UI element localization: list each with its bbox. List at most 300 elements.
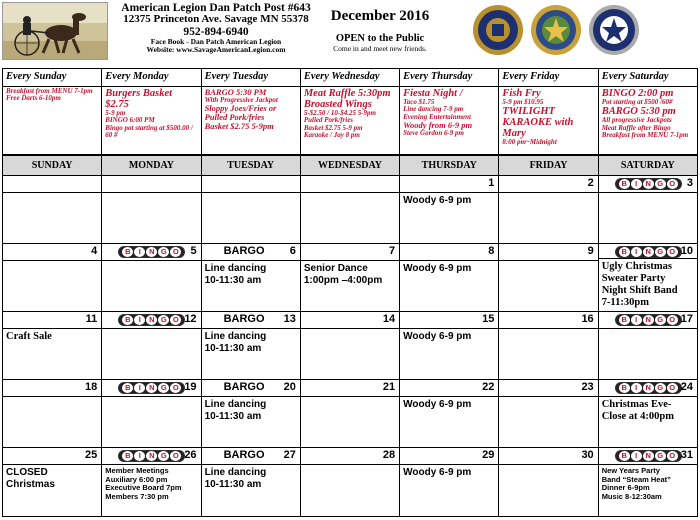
bingo-ball: G: [655, 451, 666, 461]
day-cell: [3, 176, 102, 243]
day-cell-header: [301, 244, 399, 261]
bingo-badge-icon: [615, 450, 682, 462]
day-event-title: BARGO: [223, 381, 265, 393]
day-event-line: 10-11:30 am: [204, 478, 262, 490]
day-cell-body: [3, 329, 101, 379]
special-line: Woody from 6-9 pm: [403, 120, 473, 131]
month-title: December 2016: [330, 8, 430, 24]
special-body: [202, 87, 300, 132]
day-cell: [400, 380, 499, 447]
bingo-ball: I: [631, 247, 642, 257]
day-event-line: Member Meetings: [105, 466, 169, 475]
bingo-ball: B: [122, 383, 133, 393]
bingo-ball: N: [146, 451, 157, 461]
bingo-ball: G: [158, 451, 169, 461]
day-cell: [499, 380, 598, 447]
bingo-ball: N: [146, 383, 157, 393]
special-body: [102, 87, 200, 140]
day-cell-header: [102, 244, 200, 261]
bingo-ball: I: [631, 383, 642, 393]
special-line: TWILIGHT: [502, 106, 555, 118]
day-cell-body: [400, 465, 498, 516]
day-of-week-label: THURSDAY: [400, 156, 499, 175]
day-cell: [3, 448, 102, 516]
day-event-line: Woody 6-9 pm: [403, 263, 472, 274]
day-of-week-label: SATURDAY: [620, 160, 675, 171]
day-cell-body: [202, 329, 300, 379]
weekly-specials: [2, 68, 698, 155]
day-number: 6: [289, 245, 296, 257]
special-line: Sloppy Joes/Fries or Pulled Pork/fries: [204, 103, 277, 123]
day-cell-header: [400, 176, 498, 193]
bingo-ball: B: [619, 451, 630, 461]
day-number: 13: [283, 313, 296, 325]
day-event-line: Band “Steam Heat”: [601, 474, 671, 484]
bingo-ball: G: [158, 315, 169, 325]
day-cell-header: [3, 312, 101, 329]
bingo-ball: O: [170, 451, 181, 461]
day-cell: [202, 312, 301, 379]
day-cell-body: [599, 329, 697, 379]
special-day-heading: Every Friday: [499, 69, 597, 87]
day-event-line: Line dancing: [204, 263, 267, 274]
day-cell-header: [599, 448, 697, 465]
day-cell-body: [301, 397, 399, 447]
day-cell-body: [202, 193, 300, 243]
special-day-heading: Every Tuesday: [202, 69, 300, 87]
day-of-week-header: [3, 156, 697, 176]
day-event-line: CLOSED: [6, 467, 48, 478]
day-event-line: Woody 6-9 pm: [403, 195, 472, 206]
bingo-ball: I: [631, 451, 642, 461]
day-number: 27: [283, 449, 296, 461]
day-cell-body: [499, 465, 597, 516]
day-number: 30: [581, 449, 594, 461]
special-body: [599, 87, 697, 140]
special-line: BARGO 5:30 PM: [204, 87, 267, 97]
day-event-line: Woody 6-9 pm: [403, 399, 472, 410]
day-number: 1: [488, 177, 495, 189]
day-cell-header: [301, 448, 399, 465]
day-event-line: Christmas: [6, 478, 55, 490]
day-cell-body: [400, 193, 498, 243]
day-cell-header: [102, 176, 200, 193]
day-of-week-label: SUNDAY: [3, 156, 102, 175]
bingo-badge-icon: [615, 246, 682, 258]
day-event-line: Line dancing: [204, 331, 267, 342]
calendar-week: [3, 312, 697, 380]
special-line: Breakfast from MENU 7-1pm: [6, 87, 93, 95]
special-column: [3, 69, 102, 154]
special-line: Pot starting at $500 /60#: [601, 98, 673, 107]
bingo-ball: N: [643, 451, 654, 461]
day-cell-header: [599, 380, 697, 397]
day-number: 25: [85, 449, 98, 461]
day-cell-header: [499, 176, 597, 193]
special-day-heading: Every Sunday: [3, 69, 101, 87]
day-cell: [400, 312, 499, 379]
bingo-ball: G: [158, 247, 169, 257]
bingo-ball: N: [643, 179, 654, 189]
bingo-ball: B: [619, 383, 630, 393]
day-cell-header: [102, 380, 200, 397]
bingo-badge-icon: [615, 314, 682, 326]
day-event-line: 7-11:30pm: [601, 296, 649, 308]
special-day-heading: Every Thursday: [400, 69, 498, 87]
day-cell-body: [301, 193, 399, 243]
bingo-ball: G: [158, 383, 169, 393]
day-cell: [499, 176, 598, 243]
day-event-line: Music 8-12:30am: [601, 491, 662, 501]
day-cell-header: [400, 244, 498, 261]
day-cell-header: [3, 244, 101, 261]
day-cell-body: [3, 397, 101, 447]
day-cell: [400, 176, 499, 243]
day-cell: [301, 244, 400, 311]
bingo-ball: O: [170, 247, 181, 257]
day-cell-body: [202, 261, 300, 311]
day-of-week-label: FRIDAY: [499, 156, 598, 175]
day-number: 17: [680, 313, 693, 325]
day-cell-header: [102, 448, 200, 465]
day-cell: [301, 448, 400, 516]
special-body: [301, 87, 399, 140]
day-cell-body: [400, 397, 498, 447]
day-number: 8: [488, 245, 495, 257]
bingo-ball: I: [631, 315, 642, 325]
day-cell-body: [499, 193, 597, 243]
day-cell-body: [400, 261, 498, 311]
bingo-ball: O: [667, 247, 678, 257]
day-cell-body: [499, 397, 597, 447]
auxiliary-emblem-icon: [530, 4, 582, 56]
day-cell: [102, 380, 201, 447]
bingo-badge-icon: [118, 450, 185, 462]
day-event-title: BARGO: [223, 449, 265, 461]
day-number: 18: [85, 381, 98, 393]
come-text: Come in and meet new friends.: [333, 44, 427, 53]
day-event-line: Dinner 6-9pm: [601, 483, 650, 493]
day-number: 26: [184, 449, 197, 461]
day-cell-body: [3, 465, 101, 516]
bingo-ball: I: [134, 247, 145, 257]
bingo-ball: B: [122, 451, 133, 461]
day-event-line: Woody 6-9 pm: [403, 467, 472, 478]
day-cell-header: [202, 176, 300, 193]
special-column: [400, 69, 499, 154]
bingo-ball: G: [655, 315, 666, 325]
day-cell-header: [599, 312, 697, 329]
bingo-ball: B: [619, 179, 630, 189]
day-cell: [102, 244, 201, 311]
calendar-week: [3, 176, 697, 244]
bingo-ball: B: [619, 315, 630, 325]
day-number: 29: [482, 449, 495, 461]
calendar-week: [3, 244, 697, 312]
day-cell: [202, 244, 301, 311]
day-cell: [499, 244, 598, 311]
day-cell-body: [499, 261, 597, 311]
day-number: 10: [680, 245, 693, 257]
bingo-ball: O: [170, 315, 181, 325]
calendar-week: [3, 380, 697, 448]
bingo-ball: B: [122, 247, 133, 257]
org-phone: 952-894-6940: [183, 25, 249, 38]
day-event-title: BARGO: [223, 313, 265, 325]
special-line: 5-$2.50 / 10-$4.25 5-9pm: [303, 109, 376, 118]
day-number: 22: [482, 381, 495, 393]
bingo-ball: O: [667, 383, 678, 393]
bingo-badge-icon: [118, 382, 185, 394]
special-line: Evening Entertainment: [403, 112, 471, 121]
day-event-line: Ugly Christmas: [601, 260, 672, 272]
special-line: BARGO 5:30 pm: [601, 106, 676, 118]
day-cell-header: [499, 312, 597, 329]
day-number: 23: [581, 381, 594, 393]
day-event-line: Night Shift Band: [601, 284, 678, 296]
day-cell-header: [499, 244, 597, 261]
bingo-ball: I: [134, 451, 145, 461]
month-block: [322, 8, 438, 53]
day-cell-header: [202, 244, 300, 261]
day-cell-body: [301, 329, 399, 379]
special-line: 5-9 pm: [105, 109, 126, 118]
day-cell: [202, 448, 301, 516]
day-number: 5: [190, 245, 197, 257]
day-number: 3: [686, 177, 693, 189]
bingo-ball: N: [146, 247, 157, 257]
day-cell-header: [202, 448, 300, 465]
sons-emblem-icon: [588, 4, 640, 56]
bingo-badge-icon: [118, 246, 185, 258]
day-cell-header: [3, 176, 101, 193]
day-number: 14: [382, 313, 396, 325]
special-day-heading: Every Monday: [102, 69, 200, 87]
day-cell-header: [400, 448, 498, 465]
day-cell: [499, 448, 598, 516]
day-event-line: Auxiliary 6:00 pm: [105, 474, 168, 484]
special-body: [3, 87, 101, 104]
day-cell: [3, 380, 102, 447]
day-event-line: Sweater Party: [601, 272, 666, 284]
day-event-line: Executive Board 7pm: [105, 483, 182, 493]
day-cell: [202, 176, 301, 243]
day-event-line: 1:00pm –4:00pm: [303, 274, 383, 286]
day-cell: [599, 448, 697, 516]
day-cell: [400, 244, 499, 311]
day-cell-header: [499, 448, 597, 465]
bingo-ball: N: [146, 315, 157, 325]
special-column: [301, 69, 400, 154]
special-line: Breakfast from MENU 7-1pm: [601, 131, 689, 140]
special-line: With Progressive Jackpot: [204, 95, 278, 104]
day-cell-body: [599, 465, 697, 516]
harness-racing-photo: [2, 2, 108, 60]
special-line: Taco $1.75: [403, 98, 435, 107]
bingo-ball: B: [122, 315, 133, 325]
special-line: Basket $2.75 5-9pm: [204, 121, 274, 132]
special-line: Line dancing 7-9 pm: [403, 105, 464, 114]
day-cell-header: [202, 380, 300, 397]
day-event-line: Woody 6-9 pm: [403, 331, 472, 342]
day-cell: [3, 244, 102, 311]
bingo-badge-icon: [118, 314, 185, 326]
special-line: Broasted Wings: [303, 99, 372, 111]
day-cell: [102, 312, 201, 379]
day-event-line: 10-11:30 am: [204, 342, 262, 354]
day-cell-body: [102, 329, 200, 379]
bingo-ball: B: [619, 247, 630, 257]
day-cell-body: [599, 193, 697, 243]
day-cell: [499, 312, 598, 379]
day-cell-body: [102, 193, 200, 243]
bingo-ball: N: [643, 315, 654, 325]
day-cell: [202, 380, 301, 447]
day-of-week-label: MONDAY: [102, 156, 201, 175]
day-number: 9: [587, 245, 594, 257]
day-cell: [102, 176, 201, 243]
calendar-grid: [2, 155, 698, 517]
calendar-week: [3, 448, 697, 516]
bingo-ball: O: [667, 451, 678, 461]
day-event-line: Close at 4:00pm: [601, 411, 675, 423]
special-day-heading: Every Saturday: [599, 69, 697, 87]
day-cell: [599, 380, 697, 447]
special-line: Meat Raffle 5:30pm: [303, 88, 391, 99]
day-cell-header: [3, 380, 101, 397]
day-cell: [102, 448, 201, 516]
day-cell: [599, 244, 697, 311]
day-number: 7: [389, 245, 396, 257]
day-cell: [400, 448, 499, 516]
day-number: 2: [587, 177, 594, 189]
day-cell-body: [202, 397, 300, 447]
day-number: 24: [680, 381, 693, 393]
day-cell-body: [3, 193, 101, 243]
bingo-badge-icon: [615, 178, 682, 190]
day-event-title: BARGO: [223, 245, 265, 257]
day-event-line: Senior Dance: [303, 263, 368, 274]
day-number: 15: [482, 313, 495, 325]
day-event-line: Members 7:30 pm: [105, 491, 169, 501]
special-line: Basket $2.75 5-9 pm: [303, 123, 363, 132]
special-line: Steve Gordon 6-9 pm: [403, 128, 464, 137]
day-event-line: Line dancing: [204, 399, 267, 410]
special-line: BINGO 6:00 PM: [105, 116, 155, 125]
day-cell-body: [400, 329, 498, 379]
day-cell-body: [102, 397, 200, 447]
legion-emblem-icon: [472, 4, 524, 56]
day-number: 31: [680, 449, 693, 461]
org-name: American Legion Dan Patch Post #643: [121, 2, 311, 14]
day-cell-header: [400, 312, 498, 329]
day-cell-body: [301, 261, 399, 311]
bingo-ball: O: [667, 179, 678, 189]
day-cell-body: [202, 465, 300, 516]
day-event-line: Craft Sale: [6, 331, 52, 342]
day-cell: [599, 312, 697, 379]
special-line: BINGO 2:00 pm: [601, 88, 674, 99]
special-body: [499, 87, 597, 148]
calendar-weeks: [3, 176, 697, 516]
day-number: 19: [184, 381, 197, 393]
day-cell: [301, 176, 400, 243]
special-line: Free Darts 6-10pm: [6, 94, 61, 103]
day-cell-header: [301, 312, 399, 329]
special-line: 5-9 pm $10.95: [502, 98, 544, 107]
bingo-ball: O: [170, 383, 181, 393]
special-line: Karaoke / Jay 8 pm: [303, 131, 360, 140]
bingo-ball: G: [655, 247, 666, 257]
special-column: [202, 69, 301, 154]
day-cell-body: [301, 465, 399, 516]
bingo-ball: N: [643, 247, 654, 257]
special-line: Fish Fry: [502, 88, 541, 99]
day-number: 20: [283, 381, 296, 393]
bingo-ball: I: [134, 383, 145, 393]
special-line: Burgers Basket $2.75: [105, 88, 173, 111]
day-event-line: New Years Party: [601, 466, 660, 475]
special-day-heading: Every Wednesday: [301, 69, 399, 87]
special-line: Meat Raffle after Bingo: [601, 123, 671, 132]
bingo-ball: I: [134, 315, 145, 325]
day-event-line: Line dancing: [204, 467, 267, 478]
day-cell-body: [102, 465, 200, 516]
day-cell-header: [599, 176, 697, 193]
bingo-ball: O: [667, 315, 678, 325]
day-cell-header: [202, 312, 300, 329]
day-cell: [599, 176, 697, 243]
day-cell-header: [499, 380, 597, 397]
day-cell-body: [102, 261, 200, 311]
day-of-week-label: TUESDAY: [202, 156, 301, 175]
special-column: [599, 69, 697, 154]
special-line: Pulled Pork/fries: [303, 116, 354, 125]
day-cell-header: [301, 176, 399, 193]
day-number: 16: [581, 313, 594, 325]
special-column: [499, 69, 598, 154]
day-cell-body: [599, 259, 697, 311]
special-line: KARAOKE with Mary: [502, 117, 574, 140]
special-line: Fiesta Night /: [403, 88, 463, 99]
calendar-header: [0, 0, 700, 66]
day-number: 4: [91, 245, 98, 257]
day-cell: [301, 380, 400, 447]
day-cell-body: [499, 329, 597, 379]
day-cell-body: [599, 397, 697, 447]
day-event-line: 10-11:30 am: [204, 274, 262, 286]
day-cell: [301, 312, 400, 379]
open-text: OPEN to the Public: [335, 33, 425, 44]
website-text: Website: www.SavageAmericanLegion.com: [146, 44, 286, 54]
emblems: [468, 4, 700, 64]
day-number: 12: [184, 313, 197, 325]
day-number: 21: [382, 381, 396, 393]
bingo-ball: N: [643, 383, 654, 393]
bingo-ball: G: [655, 179, 666, 189]
day-cell-header: [301, 380, 399, 397]
day-number: 28: [382, 449, 396, 461]
day-event-line: 10-11:30 am: [204, 410, 262, 422]
special-line: 8:00 pm~Midnight: [502, 138, 557, 147]
bingo-ball: G: [655, 383, 666, 393]
day-cell: [3, 312, 102, 379]
day-cell-header: [102, 312, 200, 329]
day-cell-header: [400, 380, 498, 397]
post-info: [112, 2, 320, 53]
bingo-ball: I: [631, 179, 642, 189]
day-cell-header: [3, 448, 101, 465]
